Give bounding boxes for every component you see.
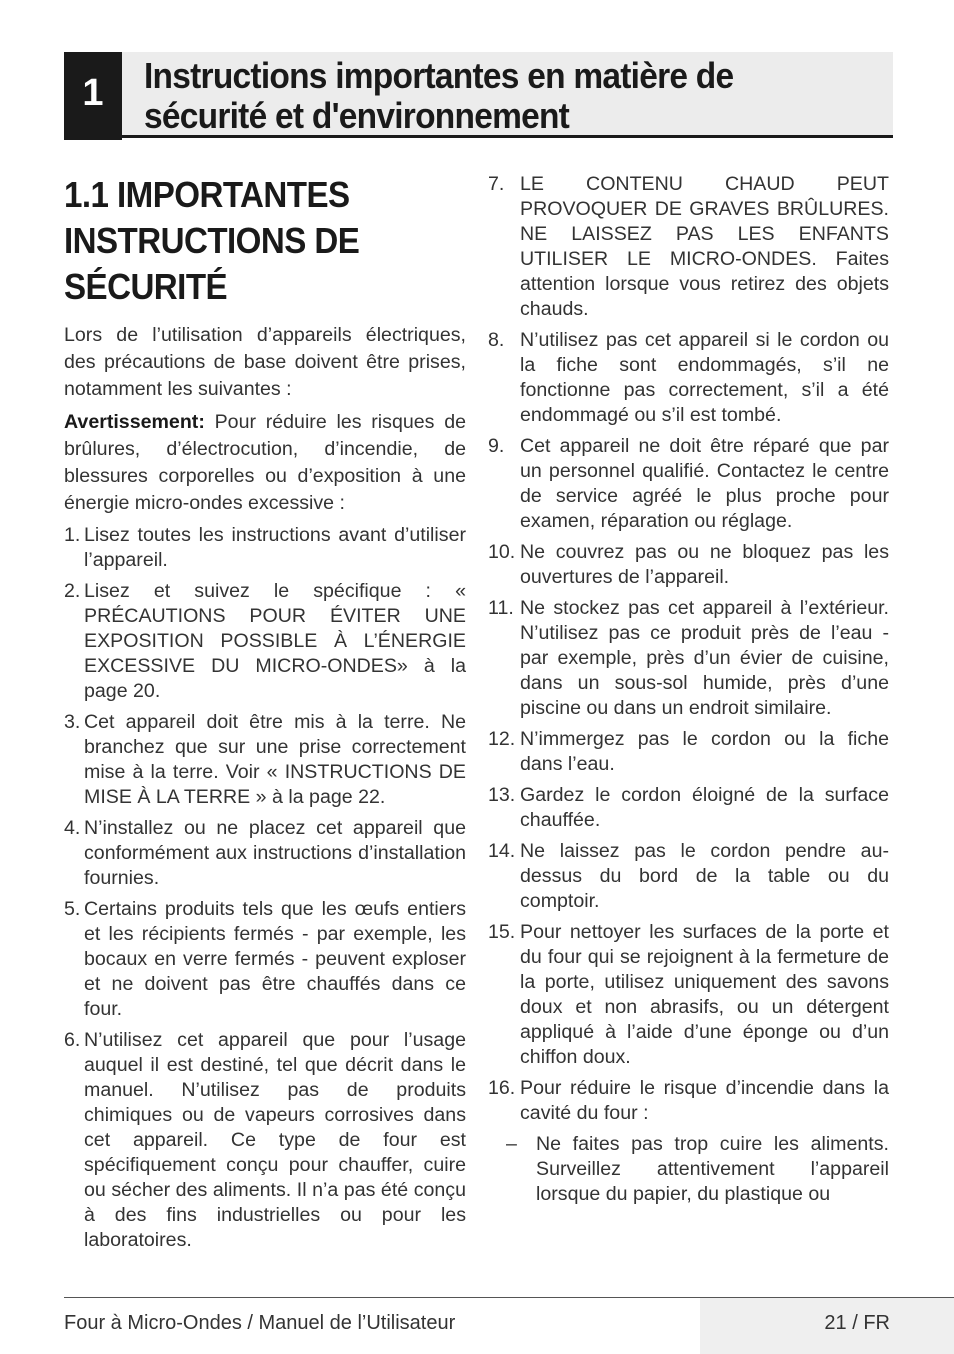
list-item <box>64 1028 466 1253</box>
item-number: 14. <box>488 840 516 862</box>
item-text: Lisez et suivez le spécifique : « PRÉCAUTIONS POUR ÉVITER UNE EXPOSITION POSSIBLE À L’ÉNERGIE EXCESSIVE DU MICRO-ONDES» à la page 20. <box>84 580 466 702</box>
item-text: Pour nettoyer les surfaces de la porte et du four qui se rejoignent à la fermeture de la porte, utilisez uniquement des savons doux et non abrasifs, ou un détergent appliqué à l’aide d’une éponge ou d’un chiffon doux. <box>520 921 889 1068</box>
instruction-list-left <box>64 523 466 1253</box>
warning-text: Pour réduire les risques de brûlures, d’électrocution, d’incendie, de blessures corporelles ou d’exposition à une énergie micro-ondes excessive : <box>64 411 466 514</box>
list-item <box>64 816 466 891</box>
item-text: Certains produits tels que les œufs entiers et les récipients fermés - par exemple, les bocaux en verre fermés - peuvent exploser et ne doivent pas être chauffés dans ce four. <box>84 898 466 1020</box>
left-column <box>64 172 466 1259</box>
section-title-line-3: SÉCURITÉ <box>64 266 228 307</box>
item-number: 11. <box>488 597 514 619</box>
item-number: 13. <box>488 784 516 806</box>
section-title-line-1: 1.1 IMPORTANTES <box>64 174 350 215</box>
list-item <box>488 328 889 428</box>
item-text: N’utilisez cet appareil que pour l’usage auquel il est destiné, tel que décrit dans le manuel. N’utilisez pas de produits chimiques ou de vapeurs corrosives dans cet appareil. Ce type de four est spécifiquement conçu pour chauffer, cuire ou sécher des aliments. Il n’a pas été conçu à des fins industrielles ou pour les laboratoires. <box>84 1029 466 1251</box>
item-text: LE CONTENU CHAUD PEUT PROVOQUER DE GRAVES BRÛLURES. NE LAISSEZ PAS LES ENFANTS UTILISER LE MICRO-ONDES. Faites attention lorsque vous retirez des objets chauds. <box>520 173 889 320</box>
list-item <box>488 434 889 534</box>
list-item <box>64 710 466 810</box>
list-item <box>64 897 466 1022</box>
dash-bullet: – <box>506 1133 517 1155</box>
item-text: Lisez toutes les instructions avant d’utiliser l’appareil. <box>84 524 466 571</box>
intro-paragraph: Lors de l’utilisation d’appareils électriques, des précautions de base doivent être prises, notamment les suivantes : <box>64 324 466 400</box>
item-number: 1. <box>64 524 81 546</box>
item-number: 7. <box>488 173 505 195</box>
list-item <box>488 727 889 777</box>
item-text: Ne couvrez pas ou ne bloquez pas les ouvertures de l’appareil. <box>520 541 889 588</box>
list-item <box>488 1076 889 1126</box>
item-number: 15. <box>488 921 516 943</box>
item-text: N’utilisez pas cet appareil si le cordon ou la fiche sont endommagés, s’il ne fonctionne pas correctement, s’il a été endommagé ou s’il est tombé. <box>520 329 889 426</box>
footer-page-number: 21 / FR <box>824 1312 890 1334</box>
item-text: Gardez le cordon éloigné de la surface chauffée. <box>520 784 889 831</box>
warning-label: Avertissement: <box>64 411 205 433</box>
item-number: 2. <box>64 580 81 602</box>
list-item <box>488 596 889 721</box>
item-number: 12. <box>488 728 516 750</box>
chapter-title-line-2: sécurité et d'environnement <box>144 95 570 136</box>
chapter-number: 1 <box>64 52 122 140</box>
right-column <box>488 172 889 1207</box>
section-title-line-2: INSTRUCTIONS DE <box>64 220 360 261</box>
list-item <box>488 172 889 322</box>
list-item <box>488 540 889 590</box>
item-text: N’installez ou ne placez cet appareil que conformément aux instructions d’installation fournies. <box>84 817 466 889</box>
item-number: 8. <box>488 329 505 351</box>
item-text: Pour réduire le risque d’incendie dans la cavité du four : <box>520 1077 889 1124</box>
instruction-list-right <box>488 172 889 1126</box>
chapter-title-bar <box>122 52 893 138</box>
item-text: Ne stockez pas cet appareil à l’extérieur. N’utilisez pas ce produit près de l’eau - par exemple, près d’un évier de cuisine, dans un sous-sol humide, près d’une piscine ou dans un endroit similaire. <box>520 597 889 719</box>
section-title <box>64 172 466 310</box>
footer-manual-title: Four à Micro-Ondes / Manuel de l’Utilisateur <box>64 1312 456 1334</box>
item-number: 10. <box>488 541 516 563</box>
chapter-title-line-1: Instructions importantes en matière de <box>144 55 734 96</box>
item-number: 5. <box>64 898 81 920</box>
item-number: 9. <box>488 435 505 457</box>
chapter-header <box>64 52 893 140</box>
list-item <box>488 783 889 833</box>
sub-list-item <box>488 1132 889 1207</box>
item-text: Cet appareil ne doit être réparé que par un personnel qualifié. Contactez le centre de service agréé le plus proche pour examen, réparation ou réglage. <box>520 435 889 532</box>
item-text: N’immergez pas le cordon ou la fiche dans l’eau. <box>520 728 889 775</box>
list-item <box>64 579 466 704</box>
warning-paragraph <box>64 409 466 517</box>
list-item <box>488 920 889 1070</box>
list-item <box>488 839 889 914</box>
item-text: Ne laissez pas le cordon pendre au-dessus du bord de la table ou du comptoir. <box>520 840 889 912</box>
item-number: 3. <box>64 711 81 733</box>
sub-item-text: Ne faites pas trop cuire les aliments. Surveillez attentivement l’appareil lorsque du papier, du plastique ou <box>536 1133 889 1205</box>
item-number: 4. <box>64 817 81 839</box>
item-text: Cet appareil doit être mis à la terre. Ne branchez que sur une prise correctement mise à la terre. Voir « INSTRUCTIONS DE MISE À LA TERRE » à la page 22. <box>84 711 466 808</box>
item-number: 16. <box>488 1077 516 1099</box>
list-item <box>64 523 466 573</box>
item-number: 6. <box>64 1029 81 1051</box>
